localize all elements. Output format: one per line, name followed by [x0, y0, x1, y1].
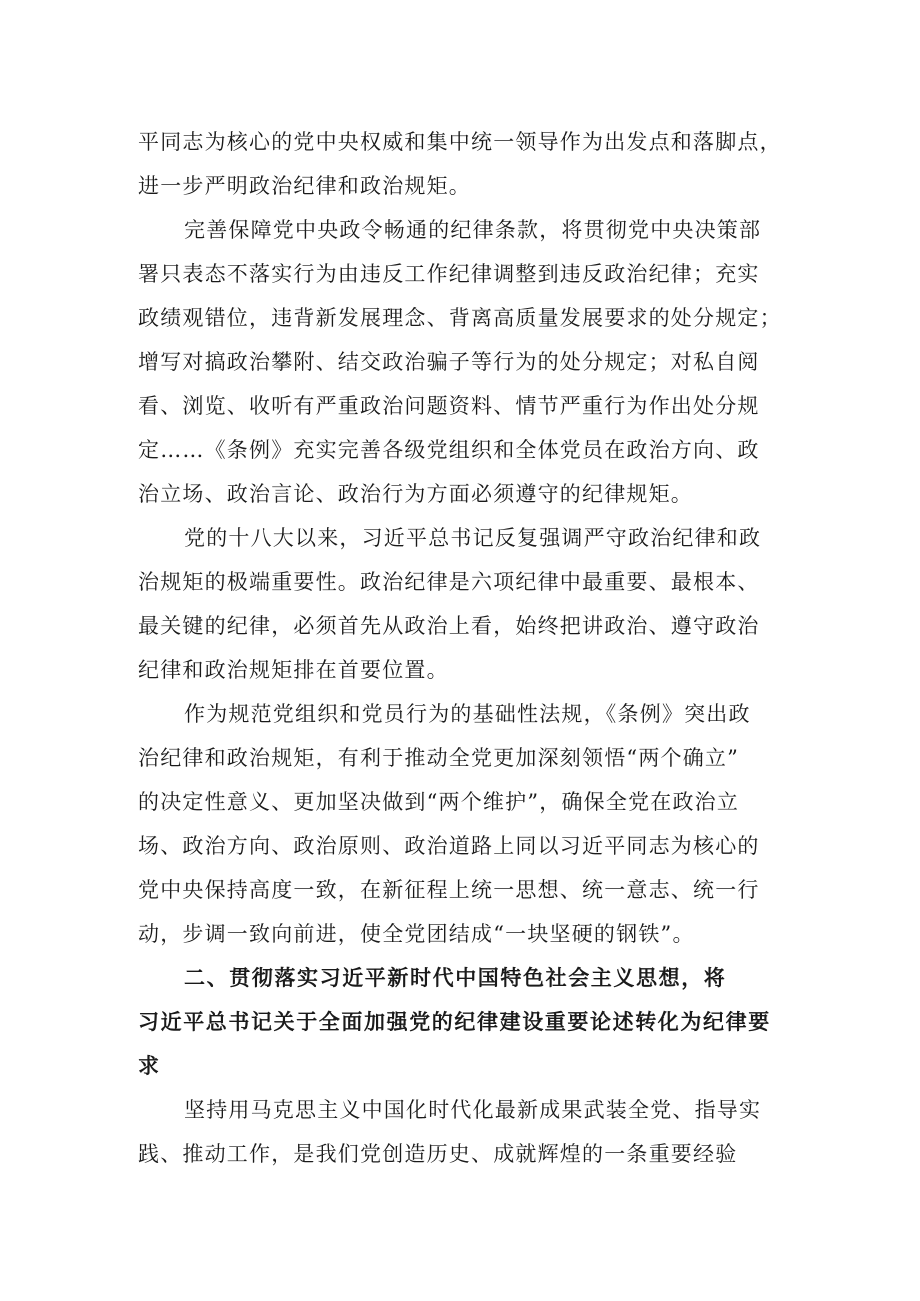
text-line: 看、浏览、收听有严重政治问题资料、情节严重行为作出处分规 [138, 394, 760, 418]
text-line: 政绩观错位，违背新发展理念、背离高质量发展要求的处分规定； [138, 306, 782, 330]
document-body [138, 120, 808, 1176]
body-paragraph [138, 692, 808, 956]
text-line: 场、政治方向、政治原则、政治道路上同以习近平同志为核心的 [138, 834, 760, 858]
text-line: 最关键的纪律，必须首先从政治上看，始终把讲政治、遵守政治 [138, 614, 760, 638]
text-line: 动，步调一致向前进，使全党团结成“一块坚硬的钢铁”。 [138, 922, 695, 946]
text-line: 完善保障党中央政令畅通的纪律条款，将贯彻党中央决策部 [184, 218, 762, 242]
text-line: 坚持用马克思主义中国化时代化最新成果武装全党、指导实 [184, 1098, 762, 1122]
text-line: 求 [138, 1054, 161, 1078]
text-line: 平同志为核心的党中央权威和集中统一领导作为出发点和落脚点， [138, 130, 782, 154]
body-paragraph [138, 208, 808, 516]
body-paragraph [138, 1088, 808, 1176]
text-line: 定……《条例》充实完善各级党组织和全体党员在政治方向、政 [138, 438, 760, 462]
text-line: 党中央保持高度一致，在新征程上统一思想、统一意志、统一行 [138, 878, 760, 902]
text-line: 增写对搞政治攀附、结交政治骗子等行为的处分规定；对私自阅 [138, 350, 760, 374]
text-line: 习近平总书记关于全面加强党的纪律建设重要论述转化为纪律要 [138, 1010, 771, 1034]
section-heading [138, 956, 808, 1088]
text-line: 践、推动工作，是我们党创造历史、成就辉煌的一条重要经验 [138, 1142, 738, 1166]
text-line: 治立场、政治言论、政治行为方面必须遵守的纪律规矩。 [138, 482, 693, 506]
text-line: 的决定性意义、更加坚决做到“两个维护”，确保全党在政治立 [138, 790, 740, 814]
text-line: 作为规范党组织和党员行为的基础性法规，《条例》突出政 [184, 702, 751, 726]
text-line: 进一步严明政治纪律和政治规矩。 [138, 174, 471, 198]
body-paragraph [138, 516, 808, 692]
text-line: 署只表态不落实行为由违反工作纪律调整到违反政治纪律；充实 [138, 262, 760, 286]
text-line: 治纪律和政治规矩，有利于推动全党更加深刻领悟“两个确立” [138, 746, 740, 770]
text-line: 二、贯彻落实习近平新时代中国特色社会主义思想，将 [184, 966, 727, 990]
text-line: 纪律和政治规矩排在首要位置。 [138, 658, 449, 682]
text-line: 党的十八大以来，习近平总书记反复强调严守政治纪律和政 [184, 526, 762, 550]
body-paragraph [138, 120, 808, 208]
text-line: 治规矩的极端重要性。政治纪律是六项纪律中最重要、最根本、 [138, 570, 760, 594]
